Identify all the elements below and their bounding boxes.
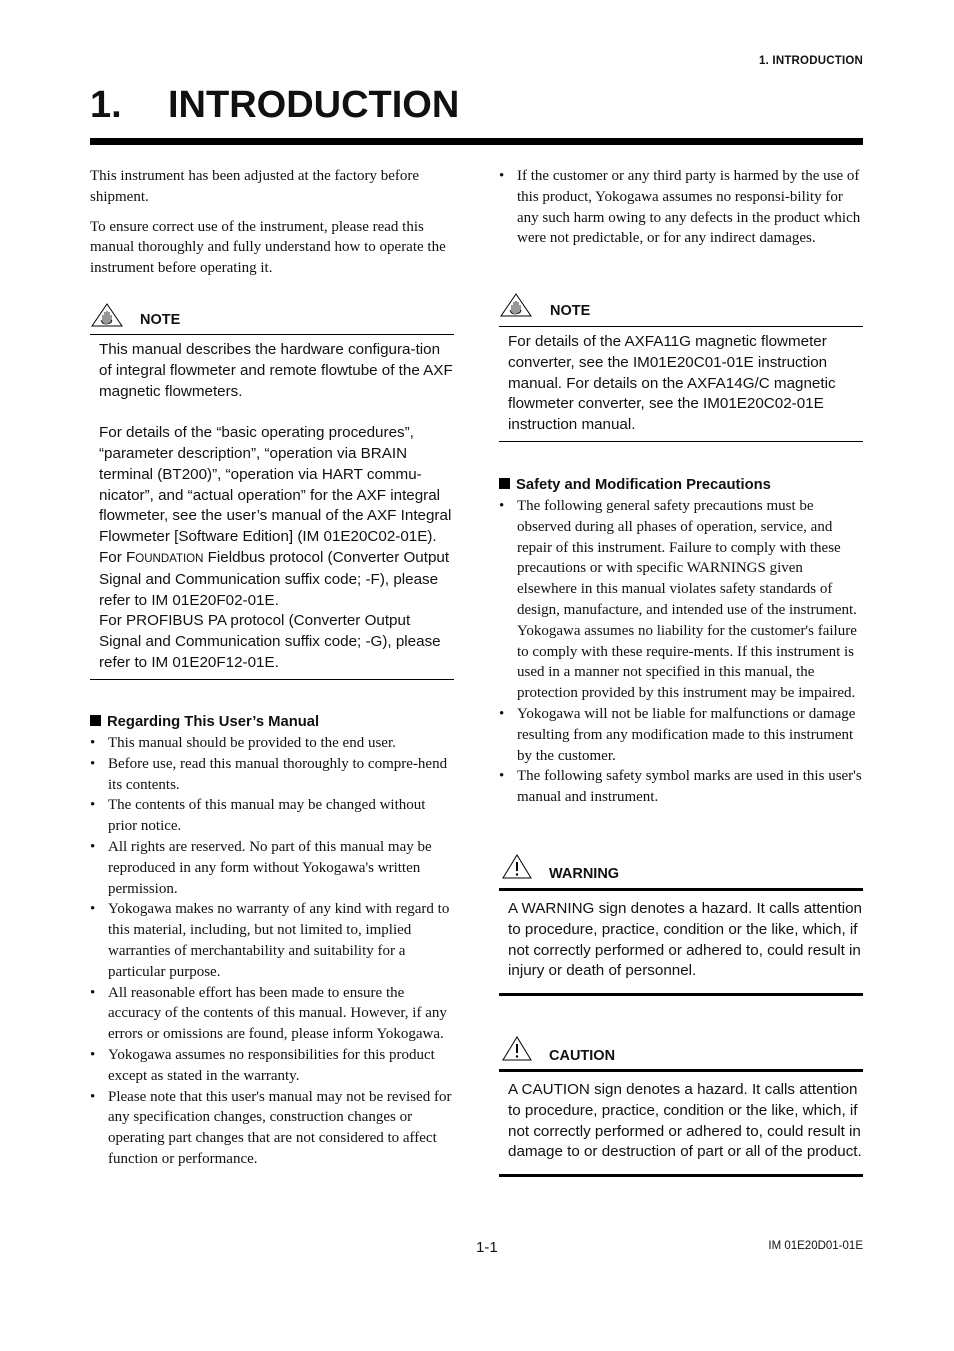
safety-list	[499, 496, 865, 808]
caution-box	[499, 1035, 863, 1177]
right-top-section	[499, 166, 865, 249]
caution-body	[499, 1069, 863, 1177]
note-box-left	[90, 302, 454, 680]
right-top-list	[499, 166, 865, 249]
title-rule	[90, 138, 863, 145]
note-label: NOTE	[140, 312, 181, 328]
warning-label: WARNING	[549, 866, 620, 882]
list-item: • This manual should be provided to the end user.	[90, 733, 452, 754]
warning-triangle-icon	[501, 853, 533, 886]
caution-heading	[499, 1035, 863, 1069]
warning-box	[499, 853, 863, 996]
warning-triangle-icon	[501, 1035, 533, 1068]
section-heading-regarding	[90, 714, 452, 730]
running-head: 1. INTRODUCTION	[759, 55, 863, 67]
list-item: • The following general safety precautions must be observed during all phases of operation, service, and repair of this instrument. Failure to comply with these precautions or with specific WARNINGS given elsewhere in this manual violates safety standards of design, manufacture, and intended use of the instrument. Yokogawa assumes no liability for the customer's failure to comply with these require-ments. If this instrument is used in a manner not specified in this manual, the protection provided by this instrument may be impaired.	[499, 496, 865, 704]
foundation-prefix: For F	[99, 548, 136, 566]
list-item: • Before use, read this manual thoroughly to compre-hend its contents.	[90, 754, 452, 796]
list-item: • If the customer or any third party is harmed by the use of this product, Yokogawa assumes no responsi-bility for any such harm owing to any defects in the product which were not predictable, or for any indirect damages.	[499, 166, 865, 249]
foundation-suffix: Fieldbus protocol (Converter Output Signal and Communication suffix code; -F), please refer to IM 01E20F02-01E.	[99, 548, 450, 609]
intro-section	[90, 166, 452, 279]
list-item: • Please note that this user's manual may not be revised for any specification changes, construction changes or operating part changes that are not considered to affect function or performance.	[90, 1087, 452, 1170]
list-item: • Yokogawa assumes no responsibilities for this product except as stated in the warranty.	[90, 1045, 452, 1087]
note-paragraph: For details of the AXFA11G magnetic flowmeter converter, see the IM01E20C01-01E instruction manual. For details on the AXFA14G/C magnetic flowmeter converter, see the IM01E20C02-01E instruction manual.	[508, 333, 836, 434]
note-body-right	[499, 326, 863, 442]
intro-paragraph-2: To ensure correct use of the instrument, please read this manual thoroughly and fully understand how to operate the instrument before operating it.	[90, 218, 446, 277]
foundation-smallcaps: OUNDATION	[135, 552, 204, 565]
section-heading-safety	[499, 477, 865, 493]
square-bullet-icon	[90, 715, 101, 726]
note-box-right	[499, 292, 863, 442]
square-bullet-icon	[499, 478, 510, 489]
regarding-section	[90, 714, 452, 1170]
note-paragraph-3	[99, 548, 454, 611]
note-heading	[90, 302, 454, 334]
section-heading-text: Regarding This User’s Manual	[107, 714, 320, 730]
list-item: • All reasonable effort has been made to ensure the accuracy of the contents of this manual. However, if any errors or omissions are found, please inform Yokogawa.	[90, 983, 452, 1045]
note-paragraph-4: For PROFIBUS PA protocol (Converter Output Signal and Communication suffix code; -G), please refer to IM 01E20F12-01E.	[99, 612, 441, 671]
section-heading-text: Safety and Modification Precautions	[516, 477, 771, 493]
note-label: NOTE	[550, 303, 591, 319]
warning-body	[499, 888, 863, 996]
chapter-title	[90, 84, 459, 127]
warning-text: A WARNING sign denotes a hazard. It calls attention to procedure, practice, condition or the like, which, if not correctly performed or adhered to, could result in injury or death of personnel.	[508, 900, 862, 980]
note-body-left	[90, 334, 454, 680]
caution-text: A CAUTION sign denotes a hazard. It calls attention to procedure, practice, condition or the like, which, if not correctly performed or adhered to, could result in damage to or destruction of part or all of the product.	[508, 1081, 862, 1161]
warning-heading	[499, 853, 863, 888]
hand-note-icon	[90, 302, 124, 335]
list-item: • The contents of this manual may be changed without prior notice.	[90, 795, 452, 837]
safety-section	[499, 477, 865, 808]
note-heading	[499, 292, 863, 326]
chapter-number: 1.	[90, 84, 122, 126]
intro-paragraph-1: This instrument has been adjusted at the factory before shipment.	[90, 168, 420, 205]
chapter-title-text: INTRODUCTION	[168, 84, 460, 126]
regarding-list	[90, 733, 452, 1170]
list-item: • Yokogawa makes no warranty of any kind with regard to this material, including, but not limited to, implied warranties of merchantability and suitability for a particular purpose.	[90, 899, 452, 982]
document-id: IM 01E20D01-01E	[768, 1240, 863, 1252]
page-number: 1-1	[476, 1239, 498, 1256]
list-item: • The following safety symbol marks are used in this user's manual and instrument.	[499, 766, 865, 808]
list-item: • Yokogawa will not be liable for malfunctions or damage resulting from any modification made to this instrument by the customer.	[499, 704, 865, 766]
caution-label: CAUTION	[549, 1048, 616, 1064]
note-paragraph-1: This manual describes the hardware configura-tion of integral flowmeter and remote flowtube of the AXF magnetic flowmeters.	[99, 341, 453, 400]
note-paragraph-2: For details of the “basic operating procedures”, “parameter description”, “operation via BRAIN terminal (BT200)”, “operation via HART commu-nicator”, and “actual operation” for the AXF integral flowmeter, see the user’s manual of the AXF Integral Flowmeter [Software Edition] (IM 01E20C02-01E).	[99, 424, 452, 546]
list-item: • All rights are reserved. No part of this manual may be reproduced in any form without Yokogawa's written permission.	[90, 837, 452, 899]
hand-note-icon	[499, 292, 533, 325]
